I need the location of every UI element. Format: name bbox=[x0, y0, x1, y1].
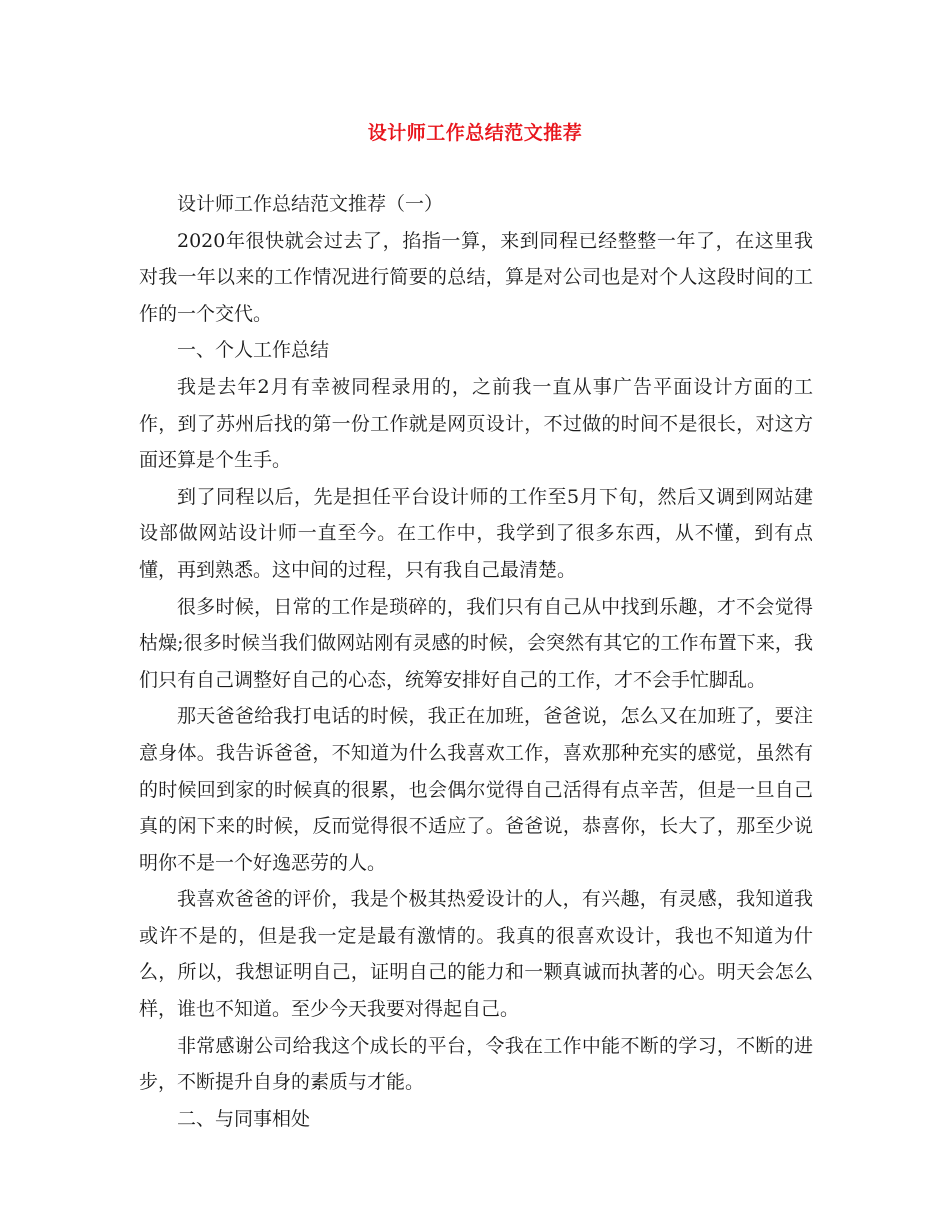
paragraph: 非常感谢公司给我这个成长的平台，令我在工作中能不断的学习，不断的进步，不断提升自身的素质与才能。 bbox=[139, 1034, 813, 1094]
paragraph: 到了同程以后，先是担任平台设计师的工作至5月下旬，然后又调到网站建设部做网站设计师一直至今。在工作中，我学到了很多东西，从不懂，到有点懂，再到熟悉。这中间的过程，只有我自己最清楚。 bbox=[139, 485, 813, 581]
paragraph: 2020年很快就会过去了，掐指一算，来到同程已经整整一年了，在这里我对我一年以来的工作情况进行简要的总结，算是对公司也是对个人这段时间的工作的一个交代。 bbox=[139, 229, 813, 325]
paragraph: 很多时候，日常的工作是琐碎的，我们只有自己从中找到乐趣，才不会觉得枯燥;很多时候当我们做网站刚有灵感的时候，会突然有其它的工作布置下来，我们只有自己调整好自己的心态，统筹安排好自己的工作，才不会手忙脚乱。 bbox=[139, 595, 813, 691]
paragraph-subtitle: 设计师工作总结范文推荐（一） bbox=[177, 193, 444, 215]
document-body bbox=[139, 186, 813, 1137]
section-heading: 一、个人工作总结 bbox=[177, 339, 330, 362]
paragraph: 那天爸爸给我打电话的时候，我正在加班，爸爸说，怎么又在加班了，要注意身体。我告诉爸爸，不知道为什么我喜欢工作，喜欢那种充实的感觉，虽然有的时候回到家的时候真的很累，也会偶尔觉得自己活得有点辛苦，但是一旦自己真的闲下来的时候，反而觉得很不适应了。爸爸说，恭喜你，长大了，那至少说明你不是一个好逸恶劳的人。 bbox=[139, 705, 813, 874]
document-title: 设计师工作总结范文推荐 bbox=[367, 122, 583, 144]
paragraph: 我是去年2月有幸被同程录用的，之前我一直从事广告平面设计方面的工作，到了苏州后找的第一份工作就是网页设计，不过做的时间不是很长，对这方面还算是个生手。 bbox=[139, 375, 813, 472]
section-heading: 二、与同事相处 bbox=[177, 1107, 311, 1130]
paragraph: 我喜欢爸爸的评价，我是个极其热爱设计的人，有兴趣，有灵感，我知道我或许不是的，但是我一定是最有激情的。我真的很喜欢设计，我也不知道为什么，所以，我想证明自己，证明自己的能力和一颗真诚而执著的心。明天会怎么样，谁也不知道。至少今天我要对得起自己。 bbox=[139, 888, 813, 1021]
